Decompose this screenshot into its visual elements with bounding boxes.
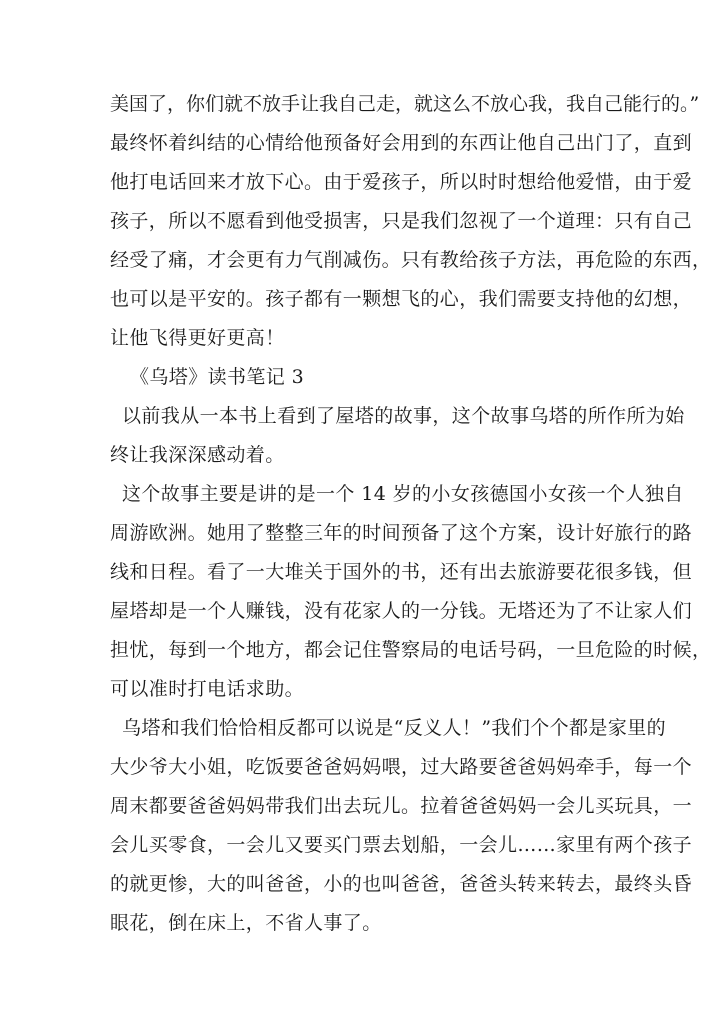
paragraph-4-line-4: 会儿买零食，一会儿又要买门票去划船，一会儿……家里有两个孩子 [110, 834, 693, 856]
paragraph-3-line-3: 线和日程。看了一大堆关于国外的书，还有出去旅游要花很多钱，但 [110, 561, 693, 583]
paragraph-4-line-6: 眼花，倒在床上，不省人事了。 [110, 912, 382, 934]
paragraph-4-line-1: 乌塔和我们恰恰相反都可以说是“反义人！”我们个个都是家里的 [122, 717, 667, 739]
paragraph-2-line-2: 终让我深深感动着。 [110, 444, 285, 466]
paragraph-1-line-1: 美国了，你们就不放手让我自己走，就这么不放心我，我自己能行的。” [110, 93, 700, 115]
paragraph-3-line-2: 周游欧洲。她用了整整三年的时间预备了这个方案，设计好旅行的路 [110, 522, 693, 544]
paragraph-3-line-5: 担忧，每到一个地方，都会记住警察局的电话号码，一旦危险的时候， [110, 639, 712, 661]
paragraph-4-line-2: 大少爷大小姐，吃饭要爸爸妈妈喂，过大路要爸爸妈妈牵手，每一个 [110, 756, 693, 778]
paragraph-1-line-7: 让他飞得更好更高！ [110, 327, 285, 349]
paragraph-3-line-1: 这个故事主要是讲的是一个 14 岁的小女孩德国小女孩一个人独自 [122, 483, 684, 505]
paragraph-4-line-3: 周末都要爸爸妈妈带我们出去玩儿。拉着爸爸妈妈一会儿买玩具，一 [110, 795, 693, 817]
paragraph-1-line-4: 孩子，所以不愿看到他受损害，只是我们忽视了一个道理：只有自己 [110, 210, 693, 232]
paragraph-1-line-6: 也可以是平安的。孩子都有一颗想飞的心，我们需要支持他的幻想， [110, 288, 693, 310]
paragraph-4-line-5: 的就更惨，大的叫爸爸，小的也叫爸爸，爸爸头转来转去，最终头昏 [110, 873, 693, 895]
section-heading: 《乌塔》读书笔记 3 [130, 366, 305, 388]
paragraph-2-line-1: 以前我从一本书上看到了屋塔的故事，这个故事乌塔的所作所为始 [122, 405, 685, 427]
paragraph-3-line-4: 屋塔却是一个人赚钱，没有花家人的一分钱。无塔还为了不让家人们 [110, 600, 693, 622]
paragraph-1-line-2: 最终怀着纠结的心情给他预备好会用到的东西让他自己出门了，直到 [110, 132, 693, 154]
paragraph-3-line-6: 可以准时打电话求助。 [110, 678, 305, 700]
paragraph-1-line-5: 经受了痛，才会更有力气削减伤。只有教给孩子方法，再危险的东西， [110, 249, 712, 271]
paragraph-1-line-3: 他打电话回来才放下心。由于爱孩子，所以时时想给他爱惜，由于爱 [110, 171, 693, 193]
